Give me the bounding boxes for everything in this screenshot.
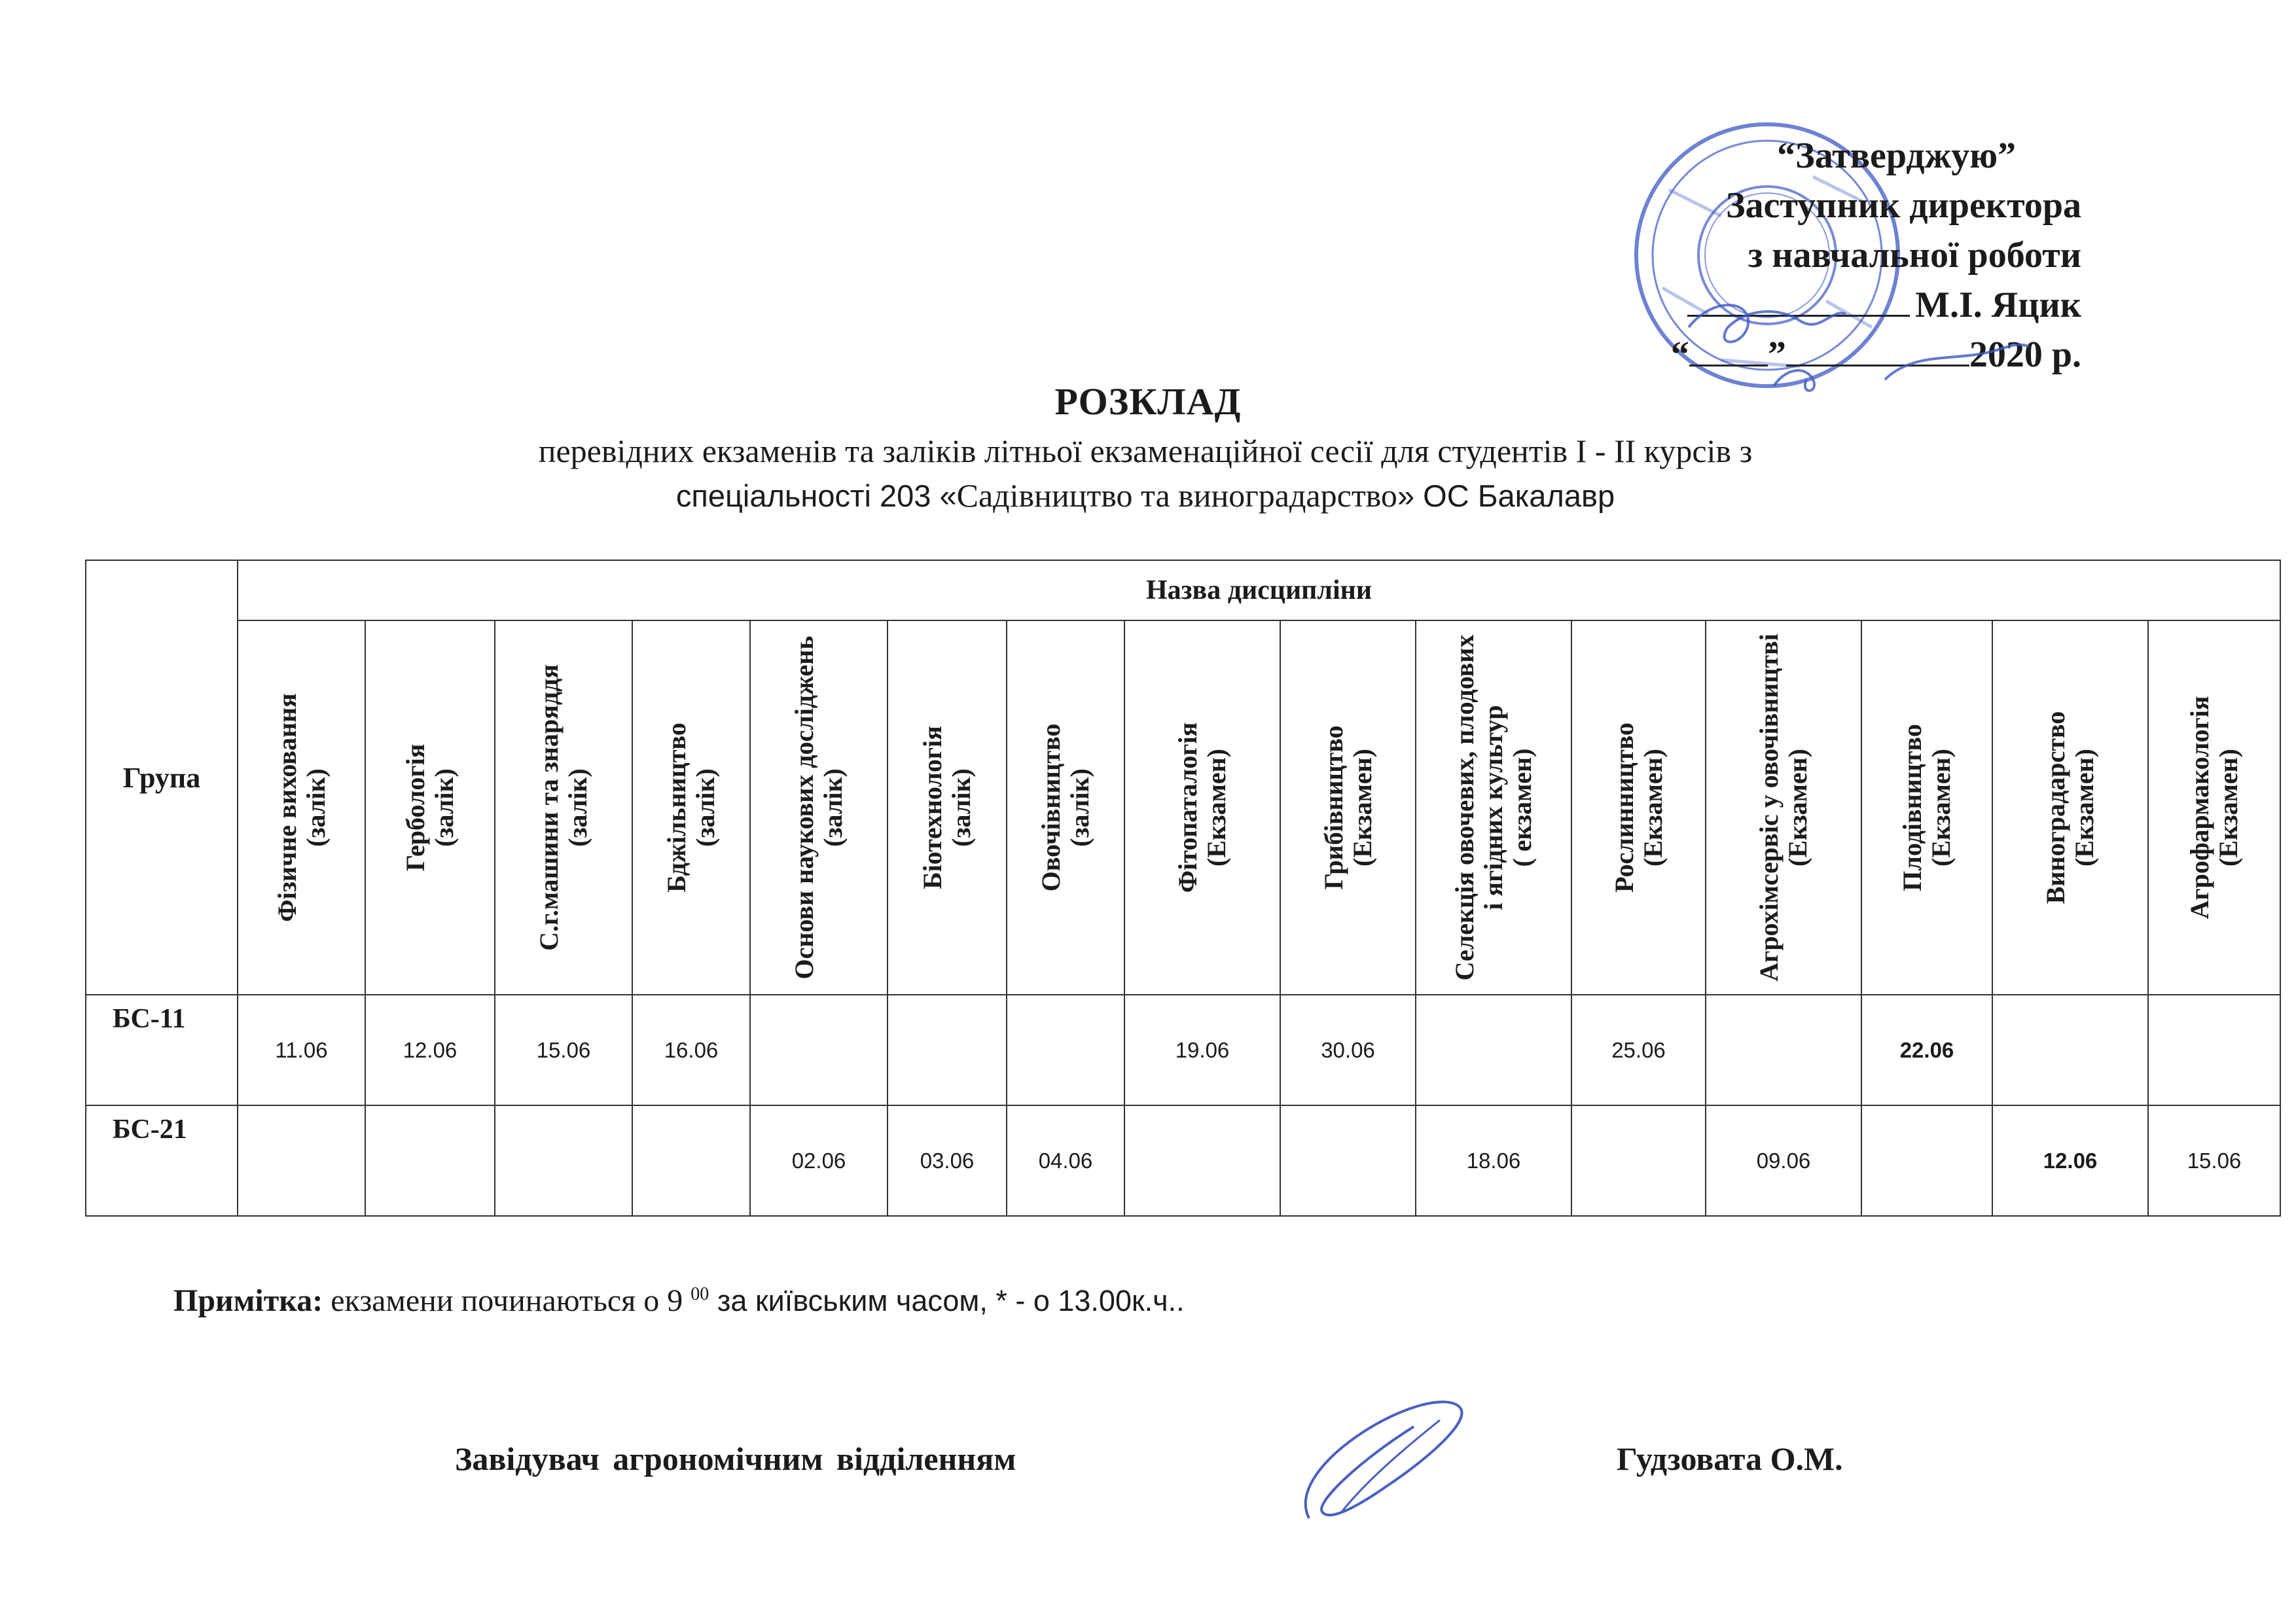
signatory-name: Гудзовата О.М. [1617, 1440, 1843, 1477]
table-cell [1416, 995, 1571, 1105]
document-subtitle [196, 429, 2094, 518]
table-cell: 15.06 [2148, 1105, 2280, 1216]
column-header: Овочівництво (залік) [1007, 620, 1124, 995]
table-cell: 03.06 [888, 1105, 1007, 1216]
table-cell: 12.06 [365, 995, 495, 1105]
subtitle-line1: перевідних екзаменів та заліків літньої екзаменаційної сесії для студентів І - ІІ курсів з [538, 433, 1753, 469]
column-header: Плодівництво (Екзамен) [1861, 620, 1992, 995]
column-header: Основи наукових досліджень (залік) [750, 620, 888, 995]
document-title: РОЗКЛАД [1054, 380, 1242, 423]
table-cell [750, 995, 888, 1105]
schedule-table [85, 560, 2281, 1217]
approval-name: М.І. Яцик [1915, 285, 2081, 325]
note-text-1: екзамени починаються о 9 [323, 1283, 691, 1318]
note-text-2: за київським часом, * - о 13.00к.ч.. [709, 1284, 1185, 1317]
table-cell [2148, 995, 2280, 1105]
table-cell [495, 1105, 632, 1216]
table-cell: 09.06 [1706, 1105, 1861, 1216]
column-header: Грибівництво (Екзамен) [1280, 620, 1416, 995]
approval-position-line2: з навчальної роботи [1748, 235, 2081, 276]
specialty-name: Садівництво та виноградарство [956, 477, 1397, 514]
table-cell [1280, 1105, 1416, 1216]
table-cell: 04.06 [1007, 1105, 1124, 1216]
subtitle-line2: спеціальності 203 «Садівництво та виноградарство» ОС Бакалавр [675, 477, 1615, 514]
table-header-row-1 [86, 560, 2280, 620]
date-close-quote: ” [1767, 334, 1786, 375]
table-cell: 30.06 [1280, 995, 1416, 1105]
table-cell: 15.06 [495, 995, 632, 1105]
column-header: Біотехнологія (залік) [888, 620, 1007, 995]
table-cell [1124, 1105, 1280, 1216]
column-header: Гербологія (залік) [365, 620, 495, 995]
table-cell: 12.06 [1992, 1105, 2148, 1216]
column-header: Виноградарство (Екзамен) [1992, 620, 2148, 995]
column-header: Фітопаталогія (Екзамен) [1124, 620, 1280, 995]
handwritten-signature [1283, 1381, 1479, 1531]
column-header: С.г.машини та знаряддя (залік) [495, 620, 632, 995]
table-cell: 18.06 [1416, 1105, 1571, 1216]
table-row [86, 1105, 2280, 1216]
column-header: Рослинництво (Екзамен) [1571, 620, 1706, 995]
group-column-header: Група [86, 560, 238, 995]
table-cell [1007, 995, 1124, 1105]
table-cell: 25.06 [1571, 995, 1706, 1105]
approval-year: 2020 р. [1969, 334, 2081, 375]
table-cell [238, 1105, 365, 1216]
group-name: БС-21 [86, 1105, 238, 1216]
approval-position-line1: Заступник директора [1725, 185, 2081, 226]
table-cell: 02.06 [750, 1105, 888, 1216]
group-name: БС-11 [86, 995, 238, 1105]
approval-heading: “Затверджую” [1777, 135, 2016, 176]
table-cell [1706, 995, 1861, 1105]
date-open-quote: “ [1670, 334, 1689, 375]
table-cell [1861, 1105, 1992, 1216]
table-cell: 11.06 [238, 995, 365, 1105]
table-cell [888, 995, 1007, 1105]
table-cell [632, 1105, 750, 1216]
table-header-row-2 [86, 620, 2280, 995]
table-cell: 19.06 [1124, 995, 1280, 1105]
column-header: Селекція овочевих, плодових і ягідних культур ( екзамен) [1416, 620, 1571, 995]
table-cell [1992, 995, 2148, 1105]
column-header: Агрохімсервіс у овочівництві (Екзамен) [1706, 620, 1861, 995]
table-row [86, 995, 2280, 1105]
table-cell: 16.06 [632, 995, 750, 1105]
table-cell [1571, 1105, 1706, 1216]
column-header: Бджільництво (залік) [632, 620, 750, 995]
note-superscript: 00 [691, 1284, 709, 1304]
discipline-header: Назва дисципліни [238, 560, 2280, 620]
table-cell: 22.06 [1861, 995, 1992, 1105]
table-cell [365, 1105, 495, 1216]
column-header: Фізичне виховання (залік) [238, 620, 365, 995]
signatory-position: Завідувач агрономічним відділенням [455, 1440, 1016, 1477]
note [173, 1283, 1185, 1319]
column-header: Агрофармакологія (Екзамен) [2148, 620, 2280, 995]
note-label: Примітка: [173, 1283, 323, 1318]
